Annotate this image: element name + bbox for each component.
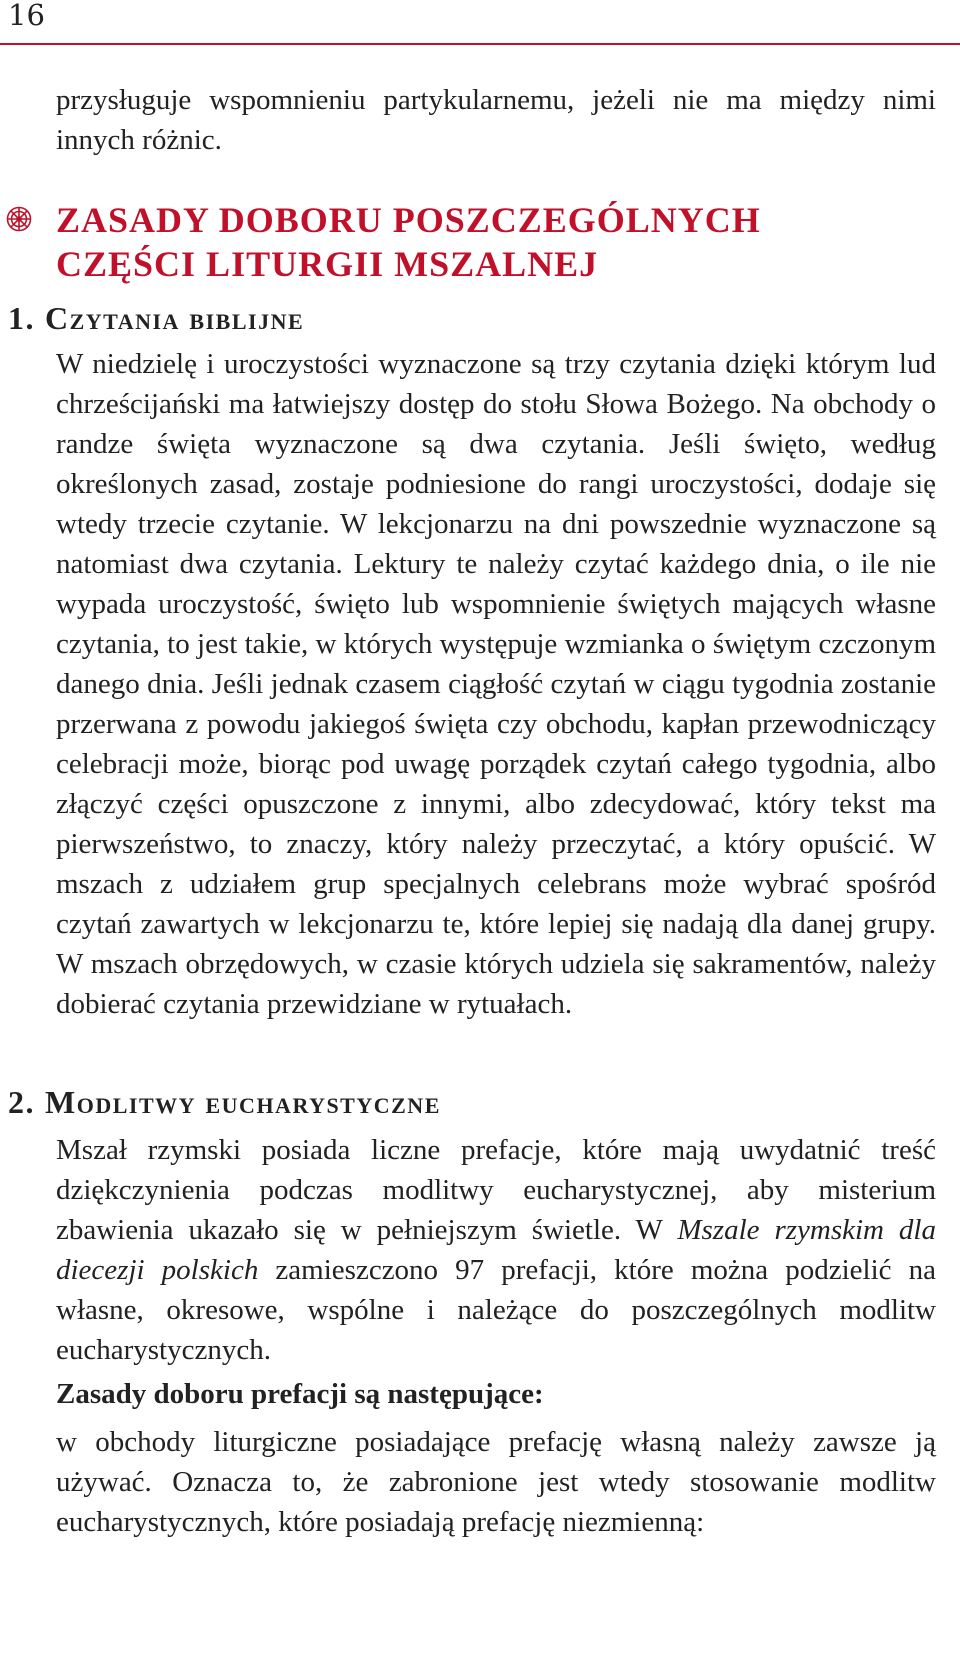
page-number: 16 <box>8 0 45 32</box>
subsection-number: 2. <box>8 1084 35 1120</box>
prayers-text-start: Mszał rzymski posiada liczne prefacje, które mają uwydatnić treść dziękczynienia podczas modlitwy eucharystycznej, aby misterium zbawienia ukazało się w pełniejszym świetle. W <box>56 1134 936 1246</box>
readings-paragraph: W niedzielę i uroczystości wyznaczone są trzy czytania dzięki którym lud chrześcijański ma łatwiejszy dostęp do stołu Słowa Bożego. Na obchody o randze święta wyznaczone są dwa czytania. Jeśli święto, według określonych zasad, zostaje podniesione do rangi uroczystości, dodaje się wtedy trzecie czytanie. W lekcjonarzu na dni powszednie wyznaczone są natomiast dwa czytania. Lektury te należy czytać każdego dnia, o ile nie wypada uroczystość, święto lub wspomnienie świętych mających własne czytania, to jest takie, w których występuje wzmianka o świętym czczonym danego dnia. Jeśli jednak czasem ciągłość czytań w ciągu tygodnia zostanie przerwana z powodu jakiegoś święta czy obchodu, kapłan przewodniczący celebracji może, biorąc pod uwagę porządek czytań całego tygodnia, albo złączyć części opuszczone z innymi, albo zdecydować, który tekst ma pierwszeństwo, to znaczy, który należy przeczytać, a który opuścić. W mszach z udziałem grup specjalnych celebrans może wybrać spośród czytań zawartych w lekcjonarzu te, które lepiej się nadają dla danej grupy. W mszach obrzędowych, w czasie których udziela się sakramentów, należy dobierać czytania przewidziane w rytuałach. <box>56 348 936 1020</box>
subsection-title: Modlitwy eucharystyczne <box>45 1084 441 1120</box>
page-content <box>8 80 937 1542</box>
subsection-number: 1. <box>8 300 35 336</box>
prayers-paragraph <box>56 1130 936 1370</box>
prayers-text-end: zamieszczono 97 prefacji, które można podzielić na własne, okresowe, wspólne i należące do poszczególnych modlitw eucharystycznych. <box>56 1254 937 1366</box>
section-title-line2: CZĘŚCI LITURGII MSZALNEJ <box>56 244 599 284</box>
subsection-title: Czytania biblijne <box>45 300 305 336</box>
rule-paragraph: w obchody liturgiczne posiadające prefację własną należy zawsze ją używać. Oznacza to, że zabronione jest wtedy stosowanie modlitw eucharystycznych, które posiadają prefację niezmienną: <box>56 1426 936 1538</box>
subsection-heading-prayers <box>8 1080 936 1124</box>
section-title-line1: ZASADY DOBORU POSZCZEGÓLNYCH <box>56 200 761 240</box>
rosette-icon <box>6 206 32 232</box>
rules-heading: Zasady doboru prefacji są następujące: <box>56 1378 544 1410</box>
intro-paragraph: przysługuje wspomnieniu partykularnemu, jeżeli nie ma między nimi innych różnic. <box>56 84 936 156</box>
subsection-heading-readings <box>8 296 936 340</box>
book-title: Mszale rzymskim dla diecezji polskich <box>56 1214 936 1286</box>
top-rule <box>0 43 960 45</box>
section-title <box>56 198 936 286</box>
